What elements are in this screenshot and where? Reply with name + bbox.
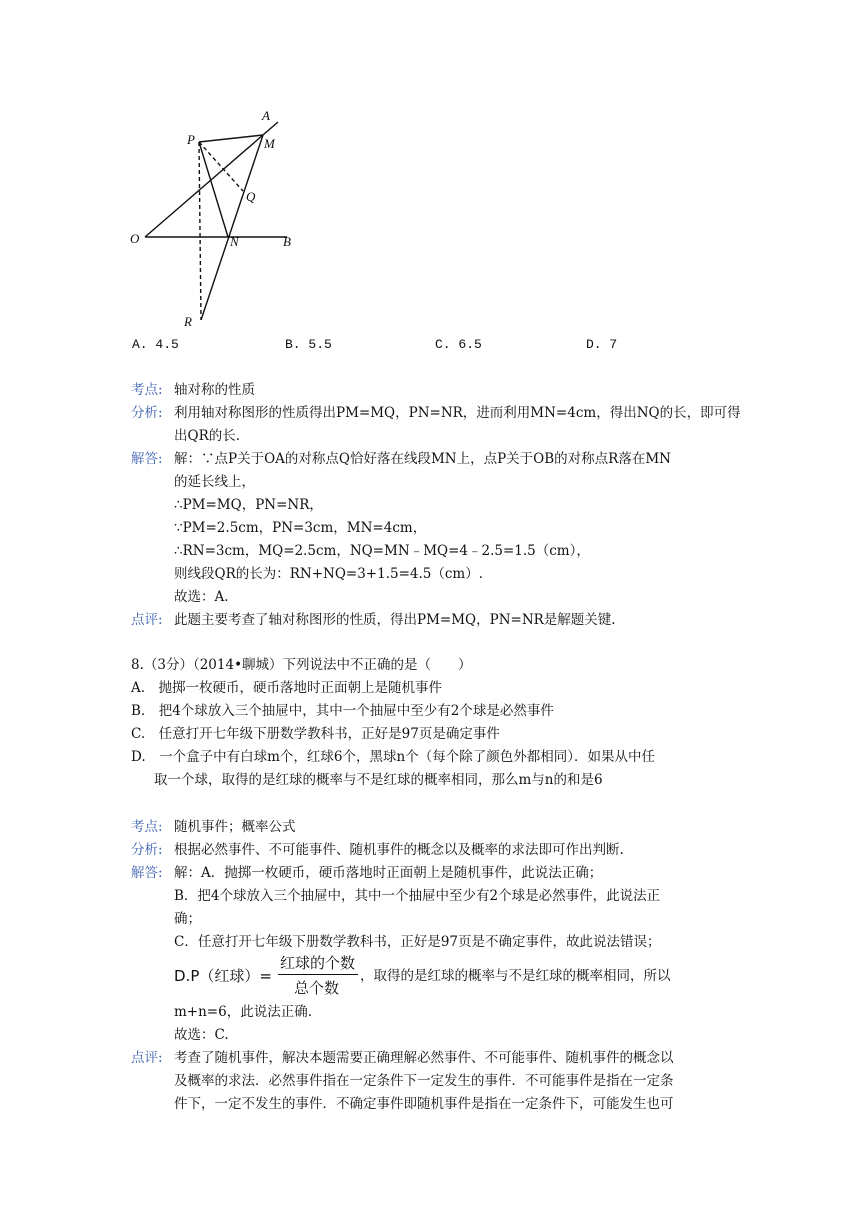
q8-option-c: C. 任意打开七年级下册数学教科书，正好是97页是确定事件 <box>131 726 500 742</box>
q7-option-a: A. 4.5 <box>132 337 179 352</box>
q8-stem: 8.（3分）（2014•聊城）下列说法中不正确的是（ ） <box>131 657 472 673</box>
q7-option-b: B. 5.5 <box>285 337 332 352</box>
q7-dianping-label: 点评: <box>131 612 163 628</box>
point-label-R: R <box>184 314 192 329</box>
q7-jieda-line-6: 则线段QR的长为：RN+NQ=3+1.5=4.5（cm）. <box>174 566 484 582</box>
formula-denominator: 总个数 <box>294 979 340 997</box>
q7-jieda-line-3: ∴PM=MQ，PN=NR， <box>174 497 323 513</box>
ray-OA <box>145 122 278 237</box>
q7-jieda-line-2: 的延长线上， <box>174 474 255 490</box>
q8-option-a: A. 抛掷一枚硬币，硬币落地时正面朝上是随机事件 <box>131 680 443 696</box>
formula-suffix: ，取得的是红球的概率与不是红球的概率相同，所以 <box>360 968 671 984</box>
q8-fenxi-text: 根据必然事件、不可能事件、随机事件的概念以及概率的求法即可作出判断. <box>174 842 624 858</box>
q8-kaodian-text: 随机事件；概率公式 <box>174 819 296 835</box>
q7-fenxi-line-1: 利用轴对称图形的性质得出PM=MQ，PN=NR，进而利用MN=4cm，得出NQ的长，即可得 <box>174 405 741 421</box>
q8-dianping-line-1: 考查了随机事件，解决本题需要正确理解必然事件、不可能事件、随机事件的概念以 <box>174 1050 674 1066</box>
q7-jieda-label: 解答: <box>131 451 163 467</box>
q8-option-d-line-1: D. 一个盒子中有白球m个，红球6个，黑球n个（每个除了颜色外都相同）．如果从中任 <box>131 749 655 765</box>
segment-PN <box>199 142 228 237</box>
q7-kaodian-text: 轴对称的性质 <box>174 382 255 398</box>
q8-jieda-line-1: 解：A．抛掷一枚硬币，硬币落地时正面朝上是随机事件，此说法正确； <box>174 865 603 881</box>
segment-MR <box>201 135 263 320</box>
q8-dianping-line-2: 及概率的求法．必然事件指在一定条件下一定发生的事件．不可能事件是指在一定条 <box>174 1073 674 1089</box>
q7-fenxi-line-2: 出QR的长. <box>174 428 241 444</box>
dashed-PQ <box>199 142 243 191</box>
q8-jieda-line-4: C．任意打开七年级下册数学教科书，正好是97页是不确定事件，故此说法错误； <box>174 934 661 950</box>
q7-jieda-line-5: ∴RN=3cm，MQ=2.5cm，NQ=MN﹣MQ=4﹣2.5=1.5（cm）， <box>174 543 590 559</box>
q7-jieda-line-1: 解：∵点P关于OA的对称点Q恰好落在线段MN上，点P关于OB的对称点R落在MN <box>174 451 671 467</box>
dashed-PR <box>199 142 201 320</box>
q8-fenxi-label: 分析: <box>131 842 163 858</box>
point-label-A: A <box>262 108 270 123</box>
q7-option-d: D. 7 <box>586 337 618 352</box>
q7-fenxi-label: 分析: <box>131 405 163 421</box>
q8-dianping-line-3: 件下，一定不发生的事件．不确定事件即随机事件是指在一定条件下，可能发生也可 <box>174 1096 674 1112</box>
q8-jieda-line-3: 确； <box>174 911 201 927</box>
q7-jieda-line-7: 故选：A. <box>174 589 229 605</box>
probability-formula <box>174 952 734 1000</box>
q7-option-c: C. 6.5 <box>435 337 482 352</box>
q8-jieda-tail-2: 故选：C. <box>174 1027 229 1043</box>
point-label-M: M <box>264 136 275 151</box>
q8-option-d-line-2: 取一个球，取得的是红球的概率与不是红球的概率相同，那么m与n的和是6 <box>154 772 603 788</box>
fraction-bar <box>278 974 358 975</box>
point-label-B: B <box>283 234 291 249</box>
q8-jieda-line-2: B．把4个球放入三个抽屉中，其中一个抽屉中至少有2个球是必然事件，此说法正 <box>174 888 661 904</box>
point-label-Q: Q <box>246 189 256 204</box>
q8-dianping-label: 点评: <box>131 1050 163 1066</box>
point-label-P: P <box>187 132 195 147</box>
formula-prefix: D.P（红球）= <box>174 967 272 985</box>
q8-jieda-label: 解答: <box>131 865 163 881</box>
q8-option-b: B. 把4个球放入三个抽屉中，其中一个抽屉中至少有2个球是必然事件 <box>131 703 554 719</box>
point-label-N: N <box>230 234 239 249</box>
segment-PM <box>199 135 263 142</box>
q7-dianping-text: 此题主要考查了轴对称图形的性质，得出PM=MQ，PN=NR是解题关键. <box>174 612 616 628</box>
q8-jieda-tail-1: m+n=6，此说法正确. <box>174 1004 312 1020</box>
q7-kaodian-label: 考点: <box>131 382 163 398</box>
point-label-O: O <box>130 231 140 246</box>
q7-jieda-line-4: ∵PM=2.5cm，PN=3cm，MN=4cm， <box>174 520 427 536</box>
formula-numerator: 红球的个数 <box>280 954 356 972</box>
q8-kaodian-label: 考点: <box>131 819 163 835</box>
